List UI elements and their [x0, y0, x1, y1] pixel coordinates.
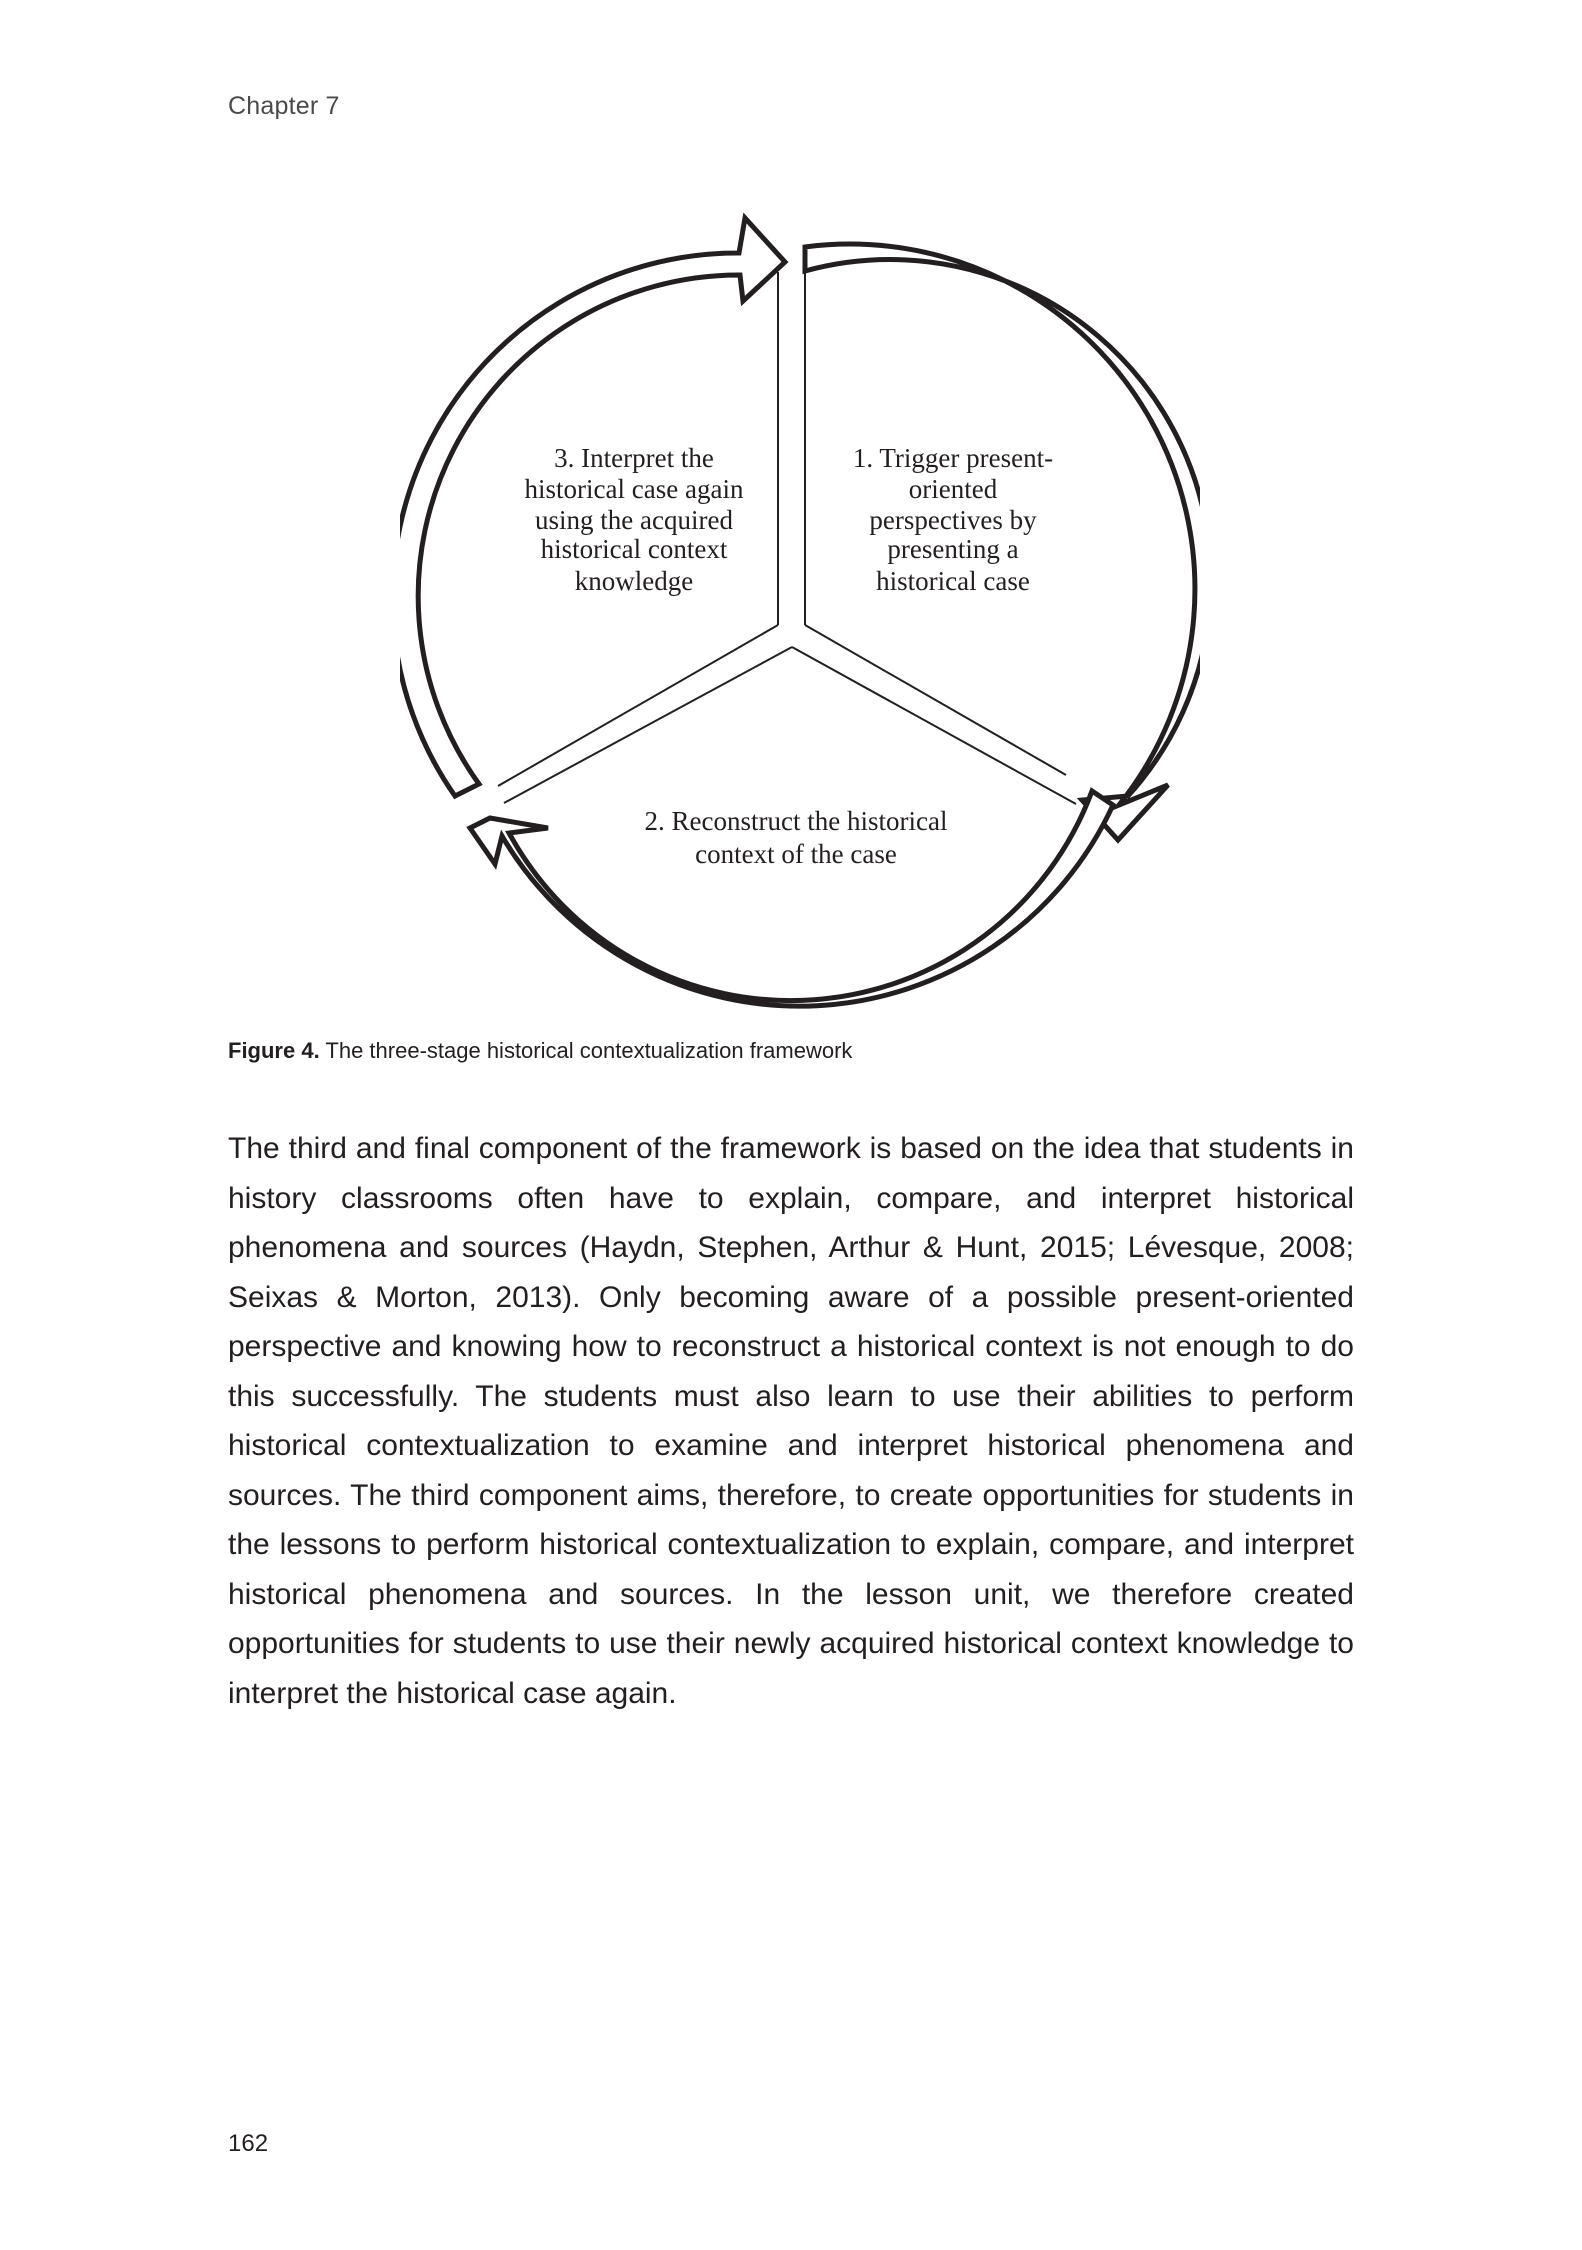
divider-line-bottom-right — [792, 647, 1076, 804]
figure-caption-label: Figure 4. — [228, 1038, 320, 1063]
page-number: 162 — [228, 2130, 269, 2157]
contextualization-framework-figure — [400, 200, 1200, 1030]
divider-line-left — [498, 625, 778, 786]
svg-text:perspectives by: perspectives by — [869, 505, 1037, 535]
running-head: Chapter 7 — [228, 92, 340, 120]
figure-caption — [228, 1038, 852, 1064]
svg-text:using the acquired: using the acquired — [535, 505, 733, 535]
svg-text:historical case: historical case — [876, 566, 1030, 596]
svg-text:oriented: oriented — [908, 474, 998, 504]
svg-text:context of the case: context of the case — [695, 839, 897, 869]
svg-text:historical context: historical context — [540, 534, 728, 564]
cycle-diagram — [400, 200, 1200, 1030]
figure-caption-text: The three-stage historical contextualization framework — [319, 1038, 853, 1063]
divider-line-bottom-left — [504, 647, 792, 803]
stage-2-label — [645, 806, 948, 869]
divider-line-right — [805, 625, 1066, 775]
svg-text:knowledge: knowledge — [574, 566, 694, 596]
svg-text:presenting a: presenting a — [887, 534, 1019, 564]
svg-text:3. Interpret the: 3. Interpret the — [554, 443, 714, 473]
svg-text:1. Trigger present-: 1. Trigger present- — [852, 443, 1054, 473]
stage-1-label — [853, 443, 1053, 596]
svg-text:historical case again: historical case again — [524, 474, 744, 504]
body-paragraph: The third and final component of the framework is based on the idea that students in history classrooms often have to explain, compare, and interpret historical phenomena and sources (Haydn, Stephen, Arthur & Hunt, 2015; Lévesque, 2008; Seixas & Morton, 2013). Only becoming aware of a possible present-oriented perspective and knowing how to reconstruct a historical context is not enough to do this successfully. The students must also learn to use their abilities to perform historical contextualization to examine and interpret historical phenomena and sources. The third component aims, therefore, to create opportunities for students in the lessons to perform historical contextualization to explain, compare, and interpret historical phenomena and sources. In the lesson unit, we therefore created opportunities for students to use their newly acquired historical context knowledge to interpret the historical case again. — [228, 1132, 1354, 1710]
stage-3-label — [525, 443, 744, 596]
svg-text:2. Reconstruct the historical: 2. Reconstruct the historical — [644, 806, 948, 836]
